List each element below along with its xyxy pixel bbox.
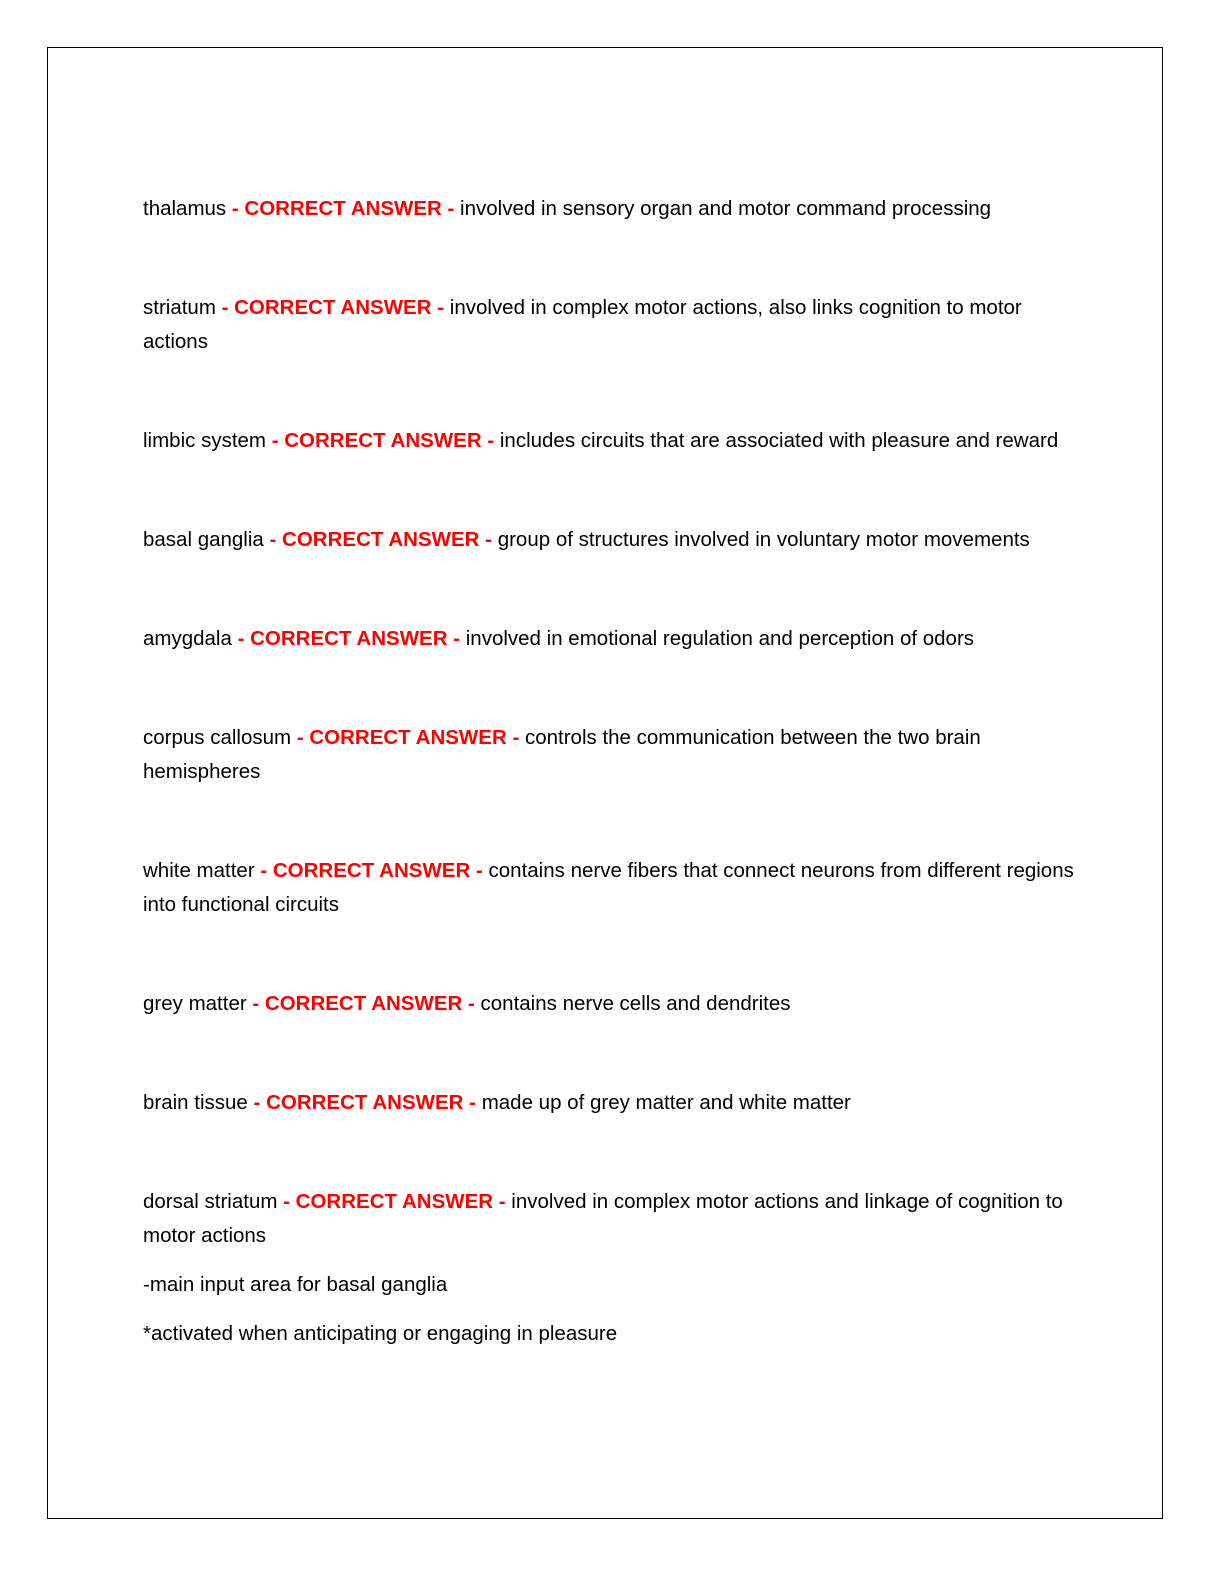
definition: controls the communication between the two brain hemispheres xyxy=(143,726,981,783)
entry-corpus-callosum xyxy=(143,721,1083,789)
definition: group of structures involved in voluntary motor movements xyxy=(497,528,1030,551)
term: basal ganglia xyxy=(143,528,264,551)
term: dorsal striatum xyxy=(143,1190,278,1213)
term: corpus callosum xyxy=(143,726,292,749)
definition: includes circuits that are associated with pleasure and reward xyxy=(499,429,1059,452)
term: limbic system xyxy=(143,429,267,452)
term: white matter xyxy=(143,859,255,882)
correct-answer-separator: - CORRECT ANSWER - xyxy=(231,197,455,220)
entry-thalamus xyxy=(143,192,1083,226)
entry-white-matter xyxy=(143,854,1083,922)
term: striatum xyxy=(143,296,216,319)
term: brain tissue xyxy=(143,1091,248,1114)
entry-grey-matter xyxy=(143,987,1083,1021)
definition: contains nerve cells and dendrites xyxy=(480,992,791,1015)
definition: involved in sensory organ and motor command processing xyxy=(460,197,992,220)
definition: made up of grey matter and white matter xyxy=(481,1091,851,1114)
correct-answer-separator: - CORRECT ANSWER - xyxy=(269,528,492,551)
correct-answer-separator: - CORRECT ANSWER - xyxy=(296,726,520,749)
definition: contains nerve fibers that connect neurons from different regions into functional circuits xyxy=(143,859,1074,916)
definition: involved in complex motor actions and linkage of cognition to motor actions xyxy=(143,1190,1063,1247)
definition: involved in emotional regulation and perception of odors xyxy=(465,627,975,650)
entry-basal-ganglia xyxy=(143,523,1083,557)
term: grey matter xyxy=(143,992,247,1015)
entry-amygdala xyxy=(143,622,1083,656)
note-main-input: -main input area for basal ganglia xyxy=(143,1273,448,1296)
correct-answer-separator: - CORRECT ANSWER - xyxy=(221,296,445,319)
document-content xyxy=(143,192,1083,1351)
definition: involved in complex motor actions, also links cognition to motor actions xyxy=(143,296,1022,353)
term: amygdala xyxy=(143,627,232,650)
entry-dorsal-striatum xyxy=(143,1185,1083,1253)
correct-answer-separator: - CORRECT ANSWER - xyxy=(252,992,475,1015)
correct-answer-separator: - CORRECT ANSWER - xyxy=(253,1091,476,1114)
entry-striatum xyxy=(143,291,1083,359)
entry-limbic-system xyxy=(143,424,1083,458)
correct-answer-separator: - CORRECT ANSWER - xyxy=(271,429,495,452)
correct-answer-separator: - CORRECT ANSWER - xyxy=(237,627,461,650)
correct-answer-separator: - CORRECT ANSWER - xyxy=(260,859,483,882)
entry-brain-tissue xyxy=(143,1086,1083,1120)
note-activated: *activated when anticipating or engaging in pleasure xyxy=(143,1322,618,1345)
correct-answer-separator: - CORRECT ANSWER - xyxy=(283,1190,506,1213)
term: thalamus xyxy=(143,197,227,220)
